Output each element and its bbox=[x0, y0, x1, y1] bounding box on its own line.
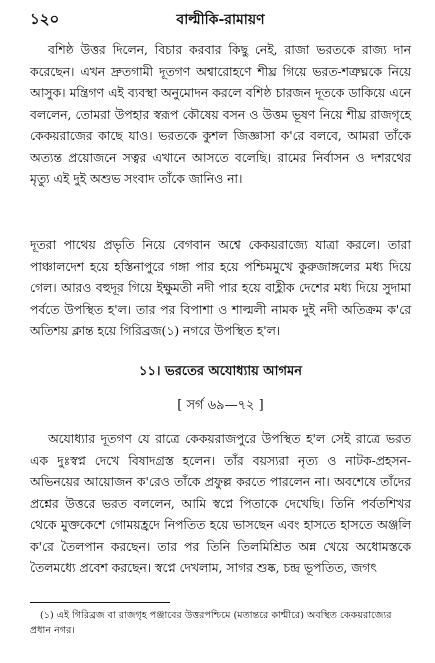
page-header bbox=[30, 8, 411, 32]
paragraph-3: অযোধ্যার দূতগণ যে রাত্রে কেকয়রাজপুরে উপস্থিত হ'ল সেই রাত্রে ভরত এক দুঃস্বপ্ন দেখে বিষাদগ্রস্ত হলেন। তাঁর বয়স্যরা নৃত্য ও নাটক-প্রহসন-অভিনয়ের আয়োজন ক'রেও তাঁকে প্রফুল্ল করতে পারলেন না। অবশেষে তাঁদের প্রশ্নের উত্তরে ভরত বললেন, আমি স্বপ্নে পিতাকে দেখেছি। তিনি পর্বতশিখর থেকে মুক্তকেশে গোময়হ্রদে নিপতিত হয়ে ভাসছেন এবং হাসতে হাসতে অঞ্জলি ক'রে তৈলপান করছেন। তার পর তিনি তিলমিশ্রিত অন্ন খেয়ে অধোমস্তকে তৈলমধ্যে প্রবেশ করছেন। স্বপ্নে দেখলাম, সাগর শুষ্ক, চন্দ্র ভূপতিত, জগৎ bbox=[30, 432, 411, 575]
running-title: বাল্মীকি-রামায়ণ bbox=[176, 12, 265, 28]
sarga-range: [ সর্গ ৬৯—৭২ ] bbox=[177, 398, 264, 413]
section-heading: ১১। ভরতের অযোধ্যায় আগমন bbox=[139, 364, 302, 379]
paragraph-2: দূতরা পাথেয় প্রভৃতি নিয়ে বেগবান অশ্বে কেকয়রাজ্যে যাত্রা করলে। তারা পাঞ্চালদেশ হয়ে হস্তিনাপুরে গঙ্গা পার হয়ে পশ্চিমমুখে কুরুজাঙ্গলের মধ্য দিয়ে গেল। আরও বহুদূর গিয়ে ইক্ষুমতী নদী পার হয়ে বাহ্লীক দেশের মধ্য দিয়ে সুদামা পর্বতে উপস্থিত হ'ল। তার পর বিপাশা ও শাল্মলী নামক দুই নদী অতিক্রম ক'রে অতিশয় ক্লান্ত হয়ে গিরিব্রজ(১) নগরে উপস্থিত হ'ল। bbox=[30, 238, 411, 338]
footnote: (১) এই গিরিব্রজ বা রাজগৃহ পঞ্জাবের উত্তরপশ্চিমে (মতান্তরে কাশ্মীরে) অবস্থিত কেকয়রাজ্যের প্রধান নগর। bbox=[30, 610, 392, 636]
page-number: ১২০ bbox=[30, 10, 60, 28]
paragraph-1: বশিষ্ঠ উত্তর দিলেন, বিচার করবার কিছু নেই, রাজা ভরতকে রাজ্য দান করেছেন। এখন দ্রুতগামী দূতগণ অশ্বারোহণে শীঘ্র গিয়ে ভরত-শত্রুঘ্নকে নিয়ে আসুক। মন্ত্রিগণ এই ব্যবস্থা অনুমোদন করলে বশিষ্ঠ চারজন দূতকে ডাকিয়ে এনে বললেন, তোমরা উপহার স্বরূপ কৌষেয় বসন ও উত্তম ভূষণ নিয়ে শীঘ্র রাজগৃহে কেকয়রাজের কাছে যাও। ভরতকে কুশল জিজ্ঞাসা ক'রে বলবে, আমরা তাঁকে অত্যন্ত প্রয়োজনে সত্বর এখানে আসতে বলেছি। রামের নির্বাসন ও দশরথের মৃত্যু এই দুই অশুভ সংবাদ তাঁকে জানিও না। bbox=[30, 43, 411, 186]
footnote-divider bbox=[30, 602, 170, 603]
